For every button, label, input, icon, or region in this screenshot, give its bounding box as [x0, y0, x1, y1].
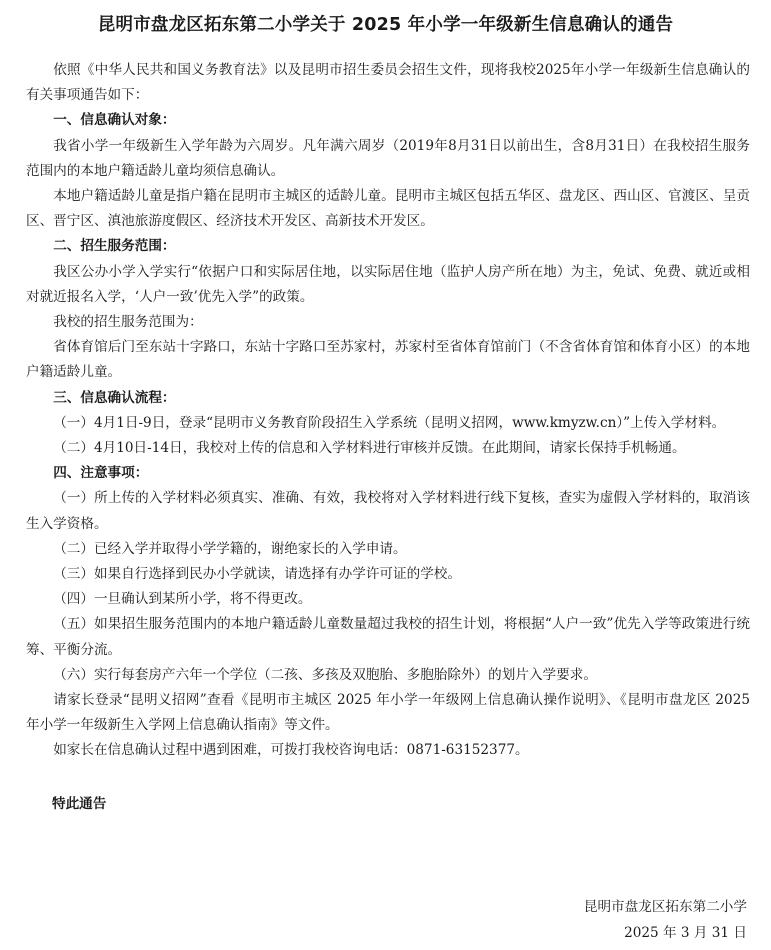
intro-paragraph: 依照《中华人民共和国义务教育法》以及昆明市招生委员会招生文件，现将我校2025年小学一年级新生信息确认的有关事项通告如下：: [26, 62, 750, 104]
signature-block: [584, 895, 747, 946]
section-2-paragraph-3: 省体育馆后门至东站十字路口，东站十字路口至苏家村，苏家村至省体育馆前门（不含省体育馆和体育小区）的本地户籍适龄儿童。: [26, 339, 750, 381]
section-1-heading: 一、信息确认对象：: [53, 112, 176, 129]
section-4-paragraph-2: （二）已经入学并取得小学学籍的，谢绝家长的入学申请。: [53, 540, 407, 557]
section-3-heading: 三、信息确认流程：: [53, 389, 176, 406]
section-1-paragraph-2: 本地户籍适龄儿童是指户籍在昆明市主城区的适龄儿童。昆明市主城区包括五华区、盘龙区、西山区、官渡区、呈贡区、晋宁区、滇池旅游度假区、经济技术开发区、高新技术开发区。: [26, 188, 750, 230]
signature-school: 昆明市盘龙区拓东第二小学: [583, 899, 747, 915]
section-3-paragraph-1: （一）4月1日-9日，登录“昆明市义务教育阶段招生入学系统（昆明义招网，www.kmyzw.cn）”上传入学材料。: [53, 414, 726, 431]
section-3-paragraph-2: （二）4月10日-14日，我校对上传的信息和入学材料进行审核并反馈。在此期间，请家长保持手机畅通。: [53, 440, 686, 457]
notice-body: [26, 58, 750, 764]
signature-date: 2025 年 3 月 31 日: [624, 924, 747, 941]
closing-statement: 特此通告: [52, 796, 107, 812]
guide-paragraph: 请家长登录“昆明义招网”查看《昆明市主城区 2025 年小学一年级网上信息确认操作说明》、《昆明市盘龙区 2025 年小学一年级新生入学网上信息确认指南》等文件。: [26, 692, 750, 734]
section-4-paragraph-4: （四）一旦确认到某所小学，将不得更改。: [53, 591, 312, 608]
section-2-paragraph-2: 我校的招生服务范围为：: [53, 314, 203, 331]
section-2-paragraph-1: 我区公办小学入学实行“依据户口和实际居住地，以实际居住地（监护人房产所在地）为主，免试、免费、就近或相对就近报名入学，‘人户一致’优先入学”的政策。: [26, 263, 750, 305]
section-4-paragraph-1: （一）所上传的入学材料必须真实、准确、有效，我校将对入学材料进行线下复核，查实为虚假入学材料的，取消该生入学资格。: [26, 490, 750, 532]
section-2-heading: 二、招生服务范围：: [53, 238, 176, 255]
section-4-paragraph-6: （六）实行每套房产六年一个学位（二孩、多孩及双胞胎、多胞胎除外）的划片入学要求。: [53, 666, 597, 683]
section-4-paragraph-5: （五）如果招生服务范围内的本地户籍适龄儿童数量超过我校的招生计划，将根据“人户一致”优先入学等政策进行统筹、平衡分流。: [26, 616, 750, 658]
contact-paragraph: 如家长在信息确认过程中遇到困难，可拨打我校咨询电话：0871-63152377。: [53, 742, 529, 759]
notice-title: 昆明市盘龙区拓东第二小学关于 2025 年小学一年级新生信息确认的通告: [97, 15, 674, 35]
section-1-paragraph-1: 我省小学一年级新生入学年龄为六周岁。凡年满六周岁（2019年8月31日以前出生，含8月31日）在我校招生服务范围内的本地户籍适龄儿童均须信息确认。: [26, 137, 750, 179]
section-4-paragraph-3: （三）如果自行选择到民办小学就读，请选择有办学许可证的学校。: [53, 566, 461, 583]
section-4-heading: 四、注意事项：: [53, 465, 149, 482]
